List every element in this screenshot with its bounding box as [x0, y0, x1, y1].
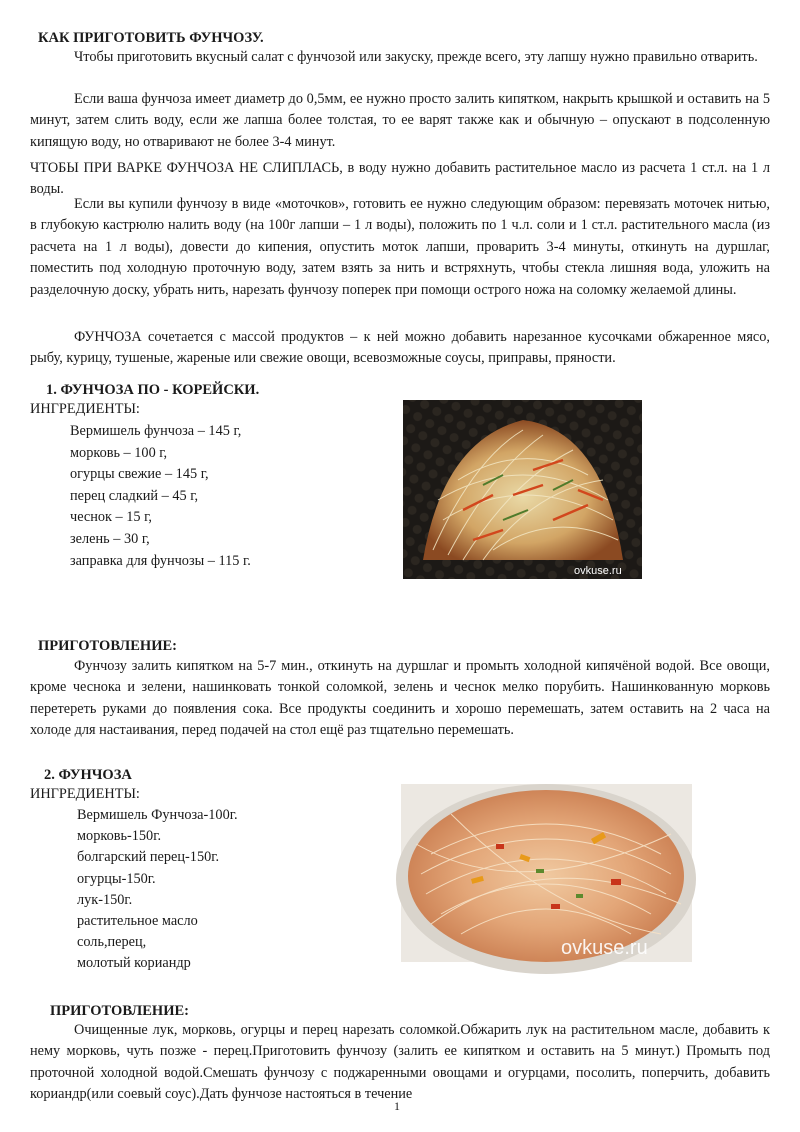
recipe2-photo: [401, 784, 692, 962]
photo-watermark: ovkuse.ru: [561, 937, 648, 959]
ingredient-item: лук-150г.: [77, 891, 133, 908]
funchoza-bowl-image: [401, 784, 692, 962]
ingredient-item: Вермишель фунчоза – 145 г,: [70, 423, 242, 439]
ingredient-item: огурцы свежие – 145 г,: [70, 466, 209, 483]
ingredient-item: растительное масло: [77, 912, 198, 929]
recipe1-photo: [403, 400, 642, 579]
ingredient-item: заправка для фунчозы – 115 г.: [70, 552, 251, 569]
intro-paragraph-5: ФУНЧОЗА сочетается с массой продуктов – к ней можно добавить нарезанное кусочками обжаренное мясо, рыбу, курицу, тушеные, жареные или свежие овощи, всевозможные соусы, приправы, пряности.: [30, 329, 770, 367]
page-number: 1: [394, 1099, 400, 1113]
korean-funchoza-dish-image: [403, 400, 642, 579]
ingredient-item: огурцы-150г.: [77, 870, 156, 887]
intro-paragraph-2: Если ваша фунчоза имеет диаметр до 0,5мм, ее нужно просто залить кипятком, накрыть крышкой и оставить на 5 минут, затем слить воду, если же лапша более толстая, то ее варят также как и обычную – опускают в подсоленную кипящую воду, но отваривают не более 3-4 минут.: [30, 91, 770, 150]
recipe1-title: 1. ФУНЧОЗА ПО - КОРЕЙСКИ.: [46, 382, 260, 398]
ingredient-item: перец сладкий – 45 г,: [70, 487, 199, 504]
ingredient-item: соль,перец,: [77, 934, 147, 951]
intro-title: КАК ПРИГОТОВИТЬ ФУНЧОЗУ.: [38, 30, 264, 46]
intro-paragraph-1: Чтобы приготовить вкусный салат с фунчозой или закуску, прежде всего, эту лапшу нужно правильно отварить.: [74, 49, 758, 65]
ingredient-item: молотый кориандр: [77, 955, 191, 972]
recipe2-prep-title: ПРИГОТОВЛЕНИЕ:: [50, 1003, 189, 1019]
recipe1-prep-text: Фунчозу залить кипятком на 5-7 мин., откинуть на дуршлаг и промыть холодной кипячёной водой. Все овощи, кроме чеснока и зелени, нашинковать тонкой соломкой, зелень и чеснок мелко порубить. Нашинкованную морковь перетереть руками до появления сока. Все продукты соединить и хорошо перемешать, затем оставить на 2 часа на холоде для настаивания, перед подачей на стол ещё раз тщательно перемешать.: [30, 658, 770, 739]
recipe2-ingredients-label: ИНГРЕДИЕНТЫ:: [30, 786, 140, 802]
photo-watermark: ovkuse.ru: [574, 565, 622, 577]
ingredient-item: болгарский перец-150г.: [77, 849, 220, 866]
recipe1-prep-title: ПРИГОТОВЛЕНИЕ:: [38, 638, 177, 654]
ingredient-item: морковь-150г.: [77, 828, 162, 845]
recipe2-prep-text: Очищенные лук, морковь, огурцы и перец нарезать соломкой.Обжарить лук на растительном масле, добавить к нему морковь, чуть позже - перец.Приготовить фунчозу (залить ее кипятком и оставить на 5 минут.) Промыть под проточной холодной водой.Смешать фунчозу с поджаренными овощами и огурцами, посолить, поперчить, добавить кориандр(или соевый соус).Дать фунчозе настояться в течение: [30, 1022, 770, 1103]
ingredient-item: чеснок – 15 г,: [70, 509, 152, 526]
recipe2-title: 2. ФУНЧОЗА: [44, 767, 132, 783]
recipe1-ingredients-list: [70, 421, 251, 572]
recipe2-ingredients-list: [77, 805, 238, 975]
ingredient-item: зелень – 30 г,: [70, 530, 150, 547]
intro-paragraph-4: Если вы купили фунчозу в виде «моточков», готовить ее нужно следующим образом: перевязать моточек нитью, в глубокую кастрюлю налить воду (на 100г лапши – 1 л воды), положить по 1 ч.л. соли и 1 ст.л. растительного масла (из расчета на 1 л воды), довести до кипения, опустить моток лапши, проварить 3-4 минуты, откинуть на дуршлаг, поместить под холодную проточную воду, затем взять за нить и встряхнуть, чтобы стекла лишняя вода, уложить на разделочную доску, убрать нить, нарезать фунчозу поперек при помощи острого ножа на соломку желаемой длины.: [30, 196, 770, 298]
recipe1-ingredients-label: ИНГРЕДИЕНТЫ:: [30, 401, 140, 417]
ingredient-item: морковь – 100 г,: [70, 444, 168, 461]
ingredient-item: Вермишель Фунчоза-100г.: [77, 807, 238, 823]
intro-paragraph-3: ЧТОБЫ ПРИ ВАРКЕ ФУНЧОЗА НЕ СЛИПЛАСЬ, в воду нужно добавить растительное масло из расчета 1 ст.л. на 1 л воды.: [30, 160, 770, 198]
